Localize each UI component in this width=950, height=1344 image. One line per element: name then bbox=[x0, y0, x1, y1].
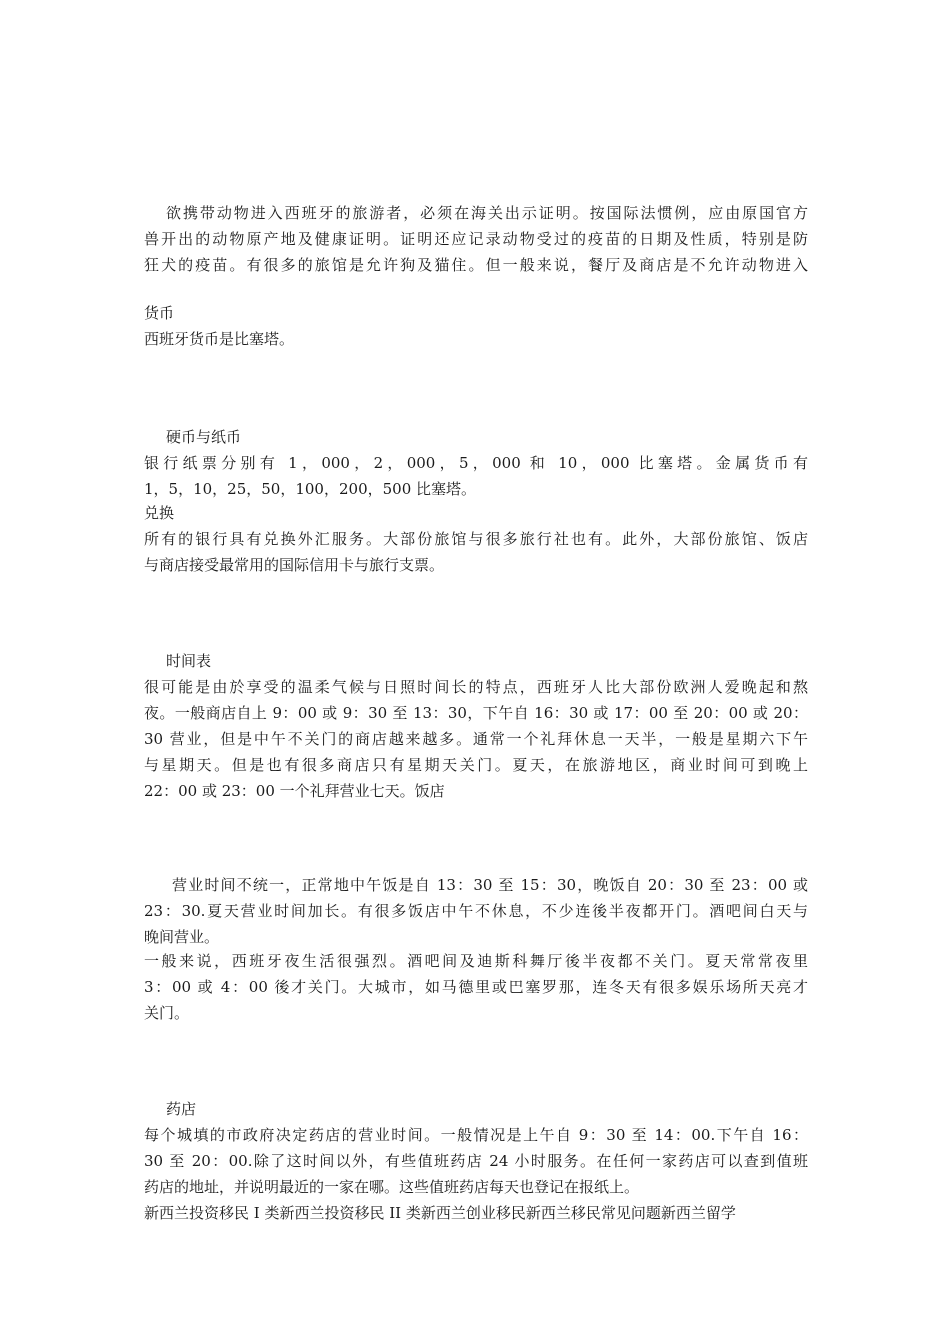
section-heading: 药店 bbox=[166, 1100, 197, 1118]
text-line: 兽开出的动物原产地及健康证明。证明还应记录动物受过的疫苗的日期及性质，特别是防 bbox=[144, 230, 808, 248]
text-line: 关门。 bbox=[144, 1004, 190, 1022]
section-heading: 硬币与纸币 bbox=[166, 428, 242, 446]
section-heading: 货币 bbox=[144, 304, 175, 322]
section-heading: 兑换 bbox=[144, 504, 175, 522]
currency-section bbox=[144, 300, 808, 352]
text-line: 欲携带动物进入西班牙的旅游者，必须在海关出示证明。按国际法惯例，应由原国官方 bbox=[166, 204, 808, 222]
text-line: 营业时间不统一，正常地中午饭是自 13：30 至 15：30，晚饭自 20：30 至 23：00 或 bbox=[172, 876, 808, 894]
text-line: 22：00 或 23：00 一个礼拜营业七天。饭店 bbox=[144, 782, 445, 800]
nightlife-paragraph bbox=[144, 948, 808, 1026]
coins-section bbox=[144, 424, 808, 502]
text-line: 银行纸票分别有 1，000，2，000，5，000 和 10，000 比塞塔。金属货币有 bbox=[144, 454, 808, 472]
section-heading: 时间表 bbox=[166, 652, 212, 670]
text-line: 所有的银行具有兑换外汇服务。大部份旅馆与很多旅行社也有。此外，大部份旅馆、饭店 bbox=[144, 530, 808, 548]
text-line: 一般来说，西班牙夜生活很强烈。酒吧间及迪斯科舞厅後半夜都不关门。夏天常常夜里 bbox=[144, 952, 808, 970]
restaurants-paragraph bbox=[144, 872, 808, 950]
exchange-section bbox=[144, 500, 808, 578]
footer-links[interactable]: 新西兰投资移民 I 类新西兰投资移民 II 类新西兰创业移民新西兰移民常见问题新西兰留学 bbox=[144, 1204, 736, 1222]
text-line: 每个城填的市政府决定药店的营业时间。一般情况是上午自 9：30 至 14：00.下午自 16： bbox=[144, 1126, 808, 1144]
pharmacy-section bbox=[144, 1096, 808, 1226]
text-line: 30 至 20：00.除了这时间以外，有些值班药店 24 小时服务。在任何一家药店可以查到值班 bbox=[144, 1152, 808, 1170]
text-line: 晚间营业。 bbox=[144, 928, 220, 946]
text-line: 30 营业，但是中午不关门的商店越来越多。通常一个礼拜休息一天半，一般是星期六下午 bbox=[144, 730, 808, 748]
text-line: 狂犬的疫苗。有很多的旅馆是允许狗及猫住。但一般来说，餐厅及商店是不允许动物进入 bbox=[144, 256, 808, 274]
text-line: 3：00 或 4：00 後才关门。大城市，如马德里或巴塞罗那，连冬天有很多娱乐场所天亮才 bbox=[144, 978, 808, 996]
schedule-section bbox=[144, 648, 808, 804]
text-line: 23：30.夏天营业时间加长。有很多饭店中午不休息，不少连後半夜都开门。酒吧间白天与 bbox=[144, 902, 808, 920]
text-line: 夜。一般商店自上 9：00 或 9：30 至 13：30，下午自 16：30 或 17：00 至 20：00 或 20： bbox=[144, 704, 808, 722]
text-line: 药店的地址，并说明最近的一家在哪。这些值班药店每天也登记在报纸上。 bbox=[144, 1178, 640, 1196]
text-line: 很可能是由於享受的温柔气候与日照时间长的特点，西班牙人比大部份欧洲人爱晚起和熬 bbox=[144, 678, 808, 696]
text-line: 与星期天。但是也有很多商店只有星期天关门。夏天，在旅游地区，商业时间可到晚上 bbox=[144, 756, 808, 774]
text-line: 与商店接受最常用的国际信用卡与旅行支票。 bbox=[144, 556, 445, 574]
animals-paragraph bbox=[144, 200, 808, 278]
text-line: 西班牙货币是比塞塔。 bbox=[144, 330, 295, 348]
text-line: 1，5，10，25，50，100，200，500 比塞塔。 bbox=[144, 480, 477, 498]
